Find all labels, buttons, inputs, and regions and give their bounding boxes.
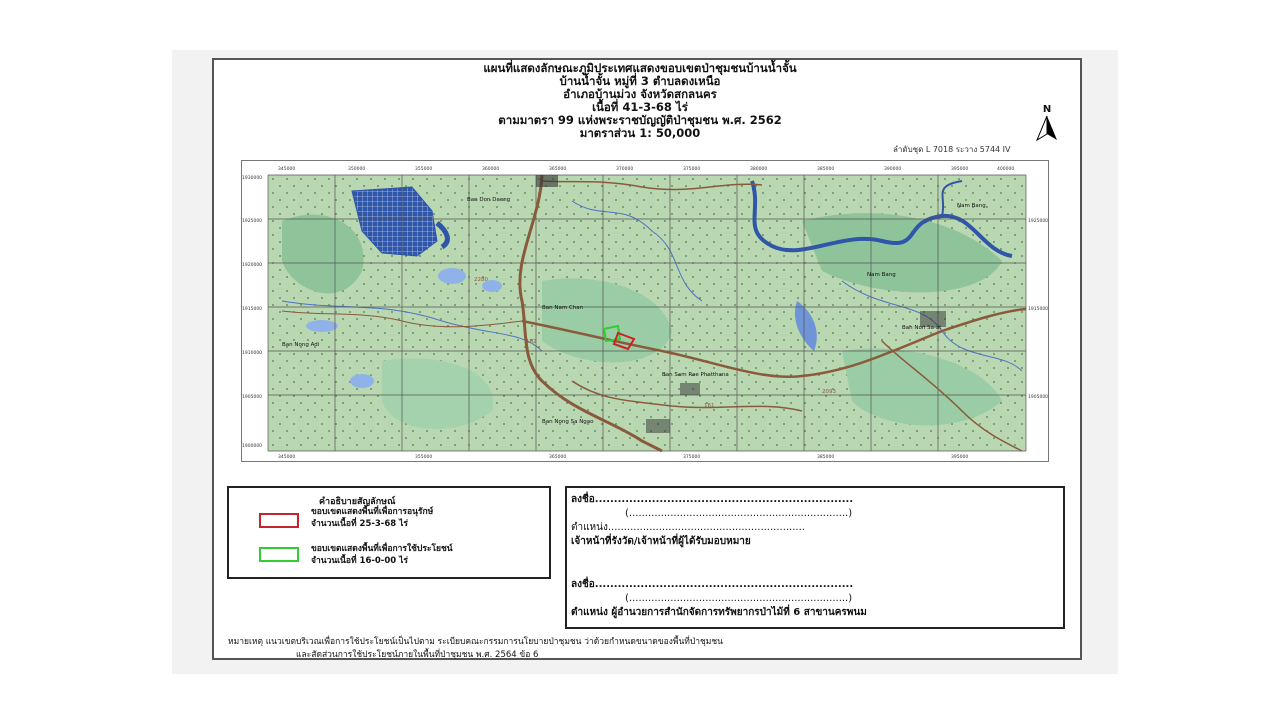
title-line-4: เนื้อที่ 41-3-68 ไร่	[592, 100, 688, 114]
grid-side-label: 1925000	[242, 219, 263, 224]
grid-side-label: 1925000	[1028, 219, 1048, 224]
road-number: 162	[526, 339, 537, 345]
legend-item-utilization	[311, 543, 453, 567]
north-arrow	[1034, 106, 1060, 140]
title-line-1: แผนที่แสดงลักษณะภูมิประเทศแสดงขอบเขตป่าชุมชนบ้านน้ำจั้น	[483, 61, 797, 75]
title-line-2: บ้านน้ำจั้น หมู่ที่ 3 ตำบลดงเหนือ	[559, 74, 721, 88]
place-label: Ban Sam Rae Phatthana	[662, 372, 729, 378]
remark-note	[228, 636, 723, 662]
grid-side-label: 1930000	[242, 176, 263, 181]
place-label: Ban Nong Sa Ngao	[542, 419, 594, 425]
legend-title: คำอธิบายสัญลักษณ์	[319, 497, 396, 507]
place-label: Nam Bang	[957, 203, 986, 209]
conservation-area-swatch	[259, 513, 299, 528]
grid-side-label: 1920000	[242, 263, 263, 268]
sheet-reference: ลำดับชุด L 7018 ระวาง 5744 IV	[893, 145, 1011, 154]
signature-line-1: ลงชื่อ....................................................................	[571, 494, 854, 505]
pond	[306, 320, 338, 332]
signature-name-1: (.....................................................................)	[625, 508, 853, 519]
grid-side-label: 1905000	[242, 395, 263, 400]
legend-item-conservation	[311, 506, 433, 530]
grid-bottom-label: 395000	[951, 455, 969, 460]
map-title-block	[300, 62, 980, 140]
place-label: Ban Non Sa-at	[902, 325, 942, 331]
grid-top-label: 365000	[549, 167, 567, 172]
village-symbol	[680, 383, 700, 395]
legend-item-label: ขอบเขตแสดงพื้นที่เพื่อการอนุรักษ์	[311, 507, 434, 517]
title-line-3: อำเภอบ้านม่วง จังหวัดสกลนคร	[563, 87, 717, 101]
pond	[438, 268, 466, 284]
grid-bottom-label: 365000	[549, 455, 567, 460]
map-canvas	[242, 161, 1048, 461]
signature-official-1: เจ้าหน้าที่รังวัด/เจ้าหน้าที่ผู้ได้รับมอบหมาย	[571, 536, 751, 547]
grid-top-label: 360000	[482, 167, 500, 172]
grid-top-label: 345000	[278, 167, 296, 172]
road-number: 2280	[474, 277, 488, 283]
grid-side-label: 1915000	[1028, 307, 1048, 312]
north-arrow-icon	[1034, 114, 1060, 148]
pond	[350, 374, 374, 388]
title-line-6: มาตราส่วน 1: 50,000	[579, 126, 701, 140]
map-legend	[227, 486, 551, 579]
place-label: Ban Don Daeng	[467, 197, 511, 203]
place-label: Ban Nong Adi	[282, 342, 320, 348]
village-symbol	[646, 419, 670, 433]
grid-bottom-label: 345000	[278, 455, 296, 460]
grid-top-label: 355000	[415, 167, 433, 172]
grid-top-label: 370000	[616, 167, 634, 172]
remark-line-2: และสัดส่วนการใช้ประโยชน์ภายในพื้นที่ป่าชุมชน พ.ศ. 2564 ข้อ 6	[296, 650, 539, 660]
grid-bottom-label: 375000	[683, 455, 701, 460]
village-symbol	[536, 175, 558, 187]
grid-side-label: 1905000	[1028, 395, 1048, 400]
legend-item-area: จำนวนเนื้อที่ 25-3-68 ไร่	[311, 519, 408, 529]
signature-position-2: ตำแหน่ง ผู้อำนวยการสำนักจัดการทรัพยากรป่าไม้ที่ 6 สาขานครพนม	[571, 607, 867, 618]
grid-bottom-label: 385000	[817, 455, 835, 460]
place-label: Ban Nam Chan	[542, 305, 584, 311]
grid-top-label: 390000	[884, 167, 902, 172]
signature-line-2: ลงชื่อ....................................................................	[571, 579, 854, 590]
grid-top-label: 385000	[817, 167, 835, 172]
legend-item-label: ขอบเขตแสดงพื้นที่เพื่อการใช้ประโยชน์	[311, 544, 453, 554]
grid-top-label: 400000	[997, 167, 1015, 172]
grid-top-label: 350000	[348, 167, 366, 172]
grid-side-label: 1910000	[242, 351, 263, 356]
grid-side-label: 1915000	[242, 307, 263, 312]
grid-side-label: 1900000	[242, 444, 263, 449]
signature-position-1: ตำแหน่ง..............................................................	[571, 522, 805, 533]
place-label: Nam Bang	[867, 272, 896, 278]
road-number: 161	[704, 403, 715, 409]
remark-line-1: หมายเหตุ แนวเขตบริเวณเพื่อการใช้ประโยชน์เป็นไปตาม ระเบียบคณะกรรมการนโยบายป่าชุมชน ว่าด้วยกำหนดขนาดของพื้นที่ป่าชุมชน	[228, 637, 723, 647]
utilization-area-swatch	[259, 547, 299, 562]
topographic-map	[241, 160, 1049, 462]
road-number: 2093	[822, 389, 836, 395]
title-line-5: ตามมาตรา 99 แห่งพระราชบัญญัติป่าชุมชน พ.ศ. 2562	[498, 113, 782, 127]
north-label: N	[1042, 104, 1052, 115]
signature-block	[565, 486, 1065, 629]
grid-top-label: 375000	[683, 167, 701, 172]
grid-top-label: 395000	[951, 167, 969, 172]
legend-item-area: จำนวนเนื้อที่ 16-0-00 ไร่	[311, 556, 408, 566]
grid-top-label: 380000	[750, 167, 768, 172]
signature-name-2: (.....................................................................)	[625, 593, 853, 604]
grid-bottom-label: 355000	[415, 455, 433, 460]
